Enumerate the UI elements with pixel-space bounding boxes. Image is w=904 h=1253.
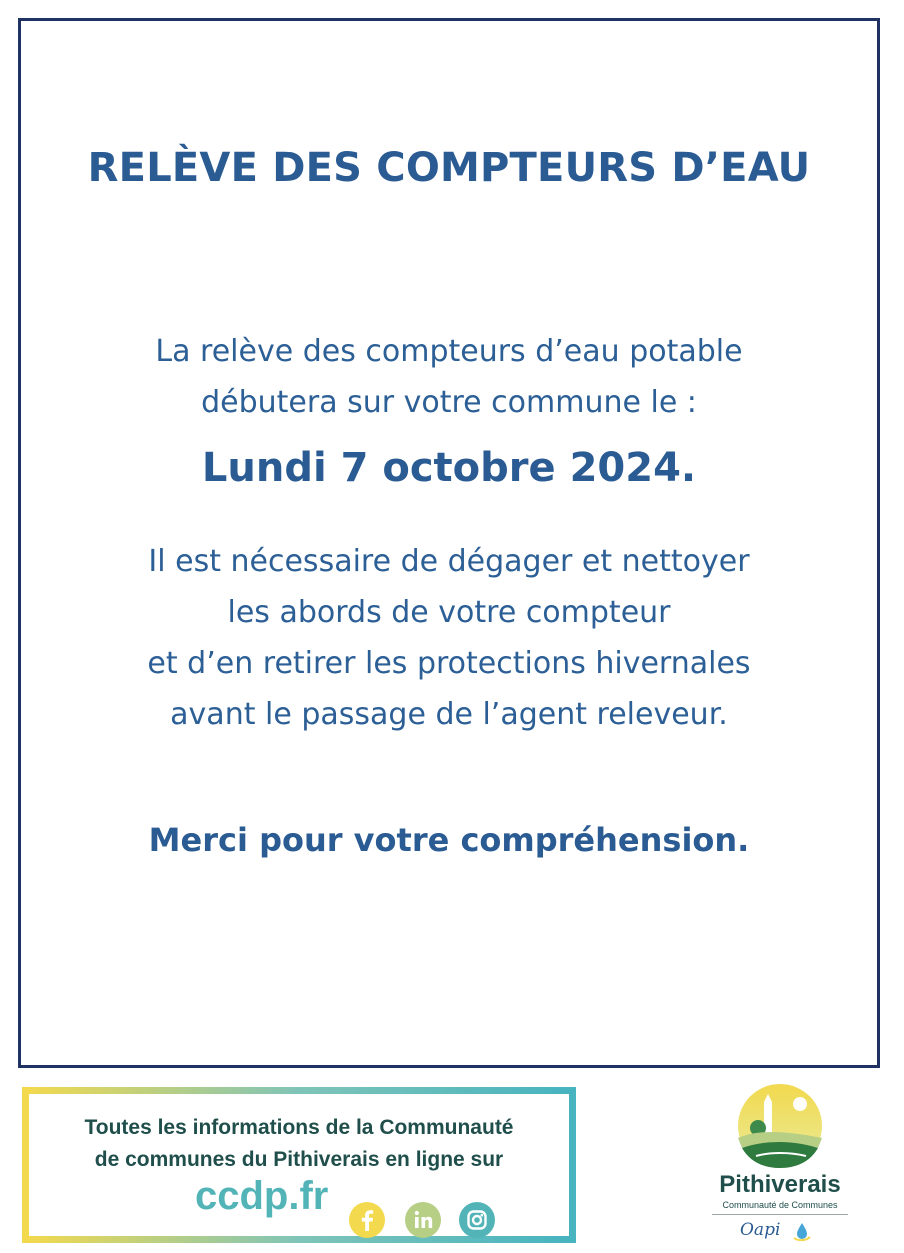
info-line: Toutes les informations de la Communauté — [84, 1116, 514, 1139]
instruction-line: et d’en retirer les protections hivernales — [147, 646, 751, 681]
logo-name: Pithiverais — [719, 1171, 841, 1198]
notice-date: Lundi 7 octobre 2024. — [201, 445, 697, 491]
logo-subtitle: Communauté de Communes — [722, 1200, 838, 1210]
instruction-line: avant le passage de l’agent releveur. — [170, 697, 728, 732]
notice-frame — [18, 18, 880, 1068]
logo-divider — [712, 1214, 848, 1215]
notice-instructions — [21, 536, 877, 740]
info-text — [29, 1112, 569, 1176]
linkedin-icon[interactable] — [405, 1202, 441, 1238]
info-line: de communes du Pithiverais en ligne sur — [94, 1148, 504, 1171]
pithiverais-logo — [700, 1082, 860, 1248]
instruction-line: les abords de votre compteur — [227, 595, 671, 630]
instruction-line: Il est nécessaire de dégager et nettoyer — [148, 544, 750, 579]
intro-line: débutera sur votre commune le : — [201, 385, 697, 420]
logo-brand: Oapi — [740, 1220, 781, 1240]
notice-intro — [21, 326, 877, 428]
info-box — [22, 1087, 576, 1243]
instagram-icon[interactable] — [459, 1202, 495, 1238]
notice-thanks: Merci pour votre compréhension. — [148, 821, 750, 859]
facebook-icon[interactable] — [349, 1202, 385, 1238]
landscape-emblem-icon — [734, 1082, 826, 1170]
intro-line: La relève des compteurs d’eau potable — [155, 334, 743, 369]
website-link[interactable]: ccdp.fr — [195, 1174, 329, 1218]
notice-title: RELÈVE DES COMPTEURS D’EAU — [87, 145, 811, 191]
water-drop-icon — [792, 1222, 812, 1242]
